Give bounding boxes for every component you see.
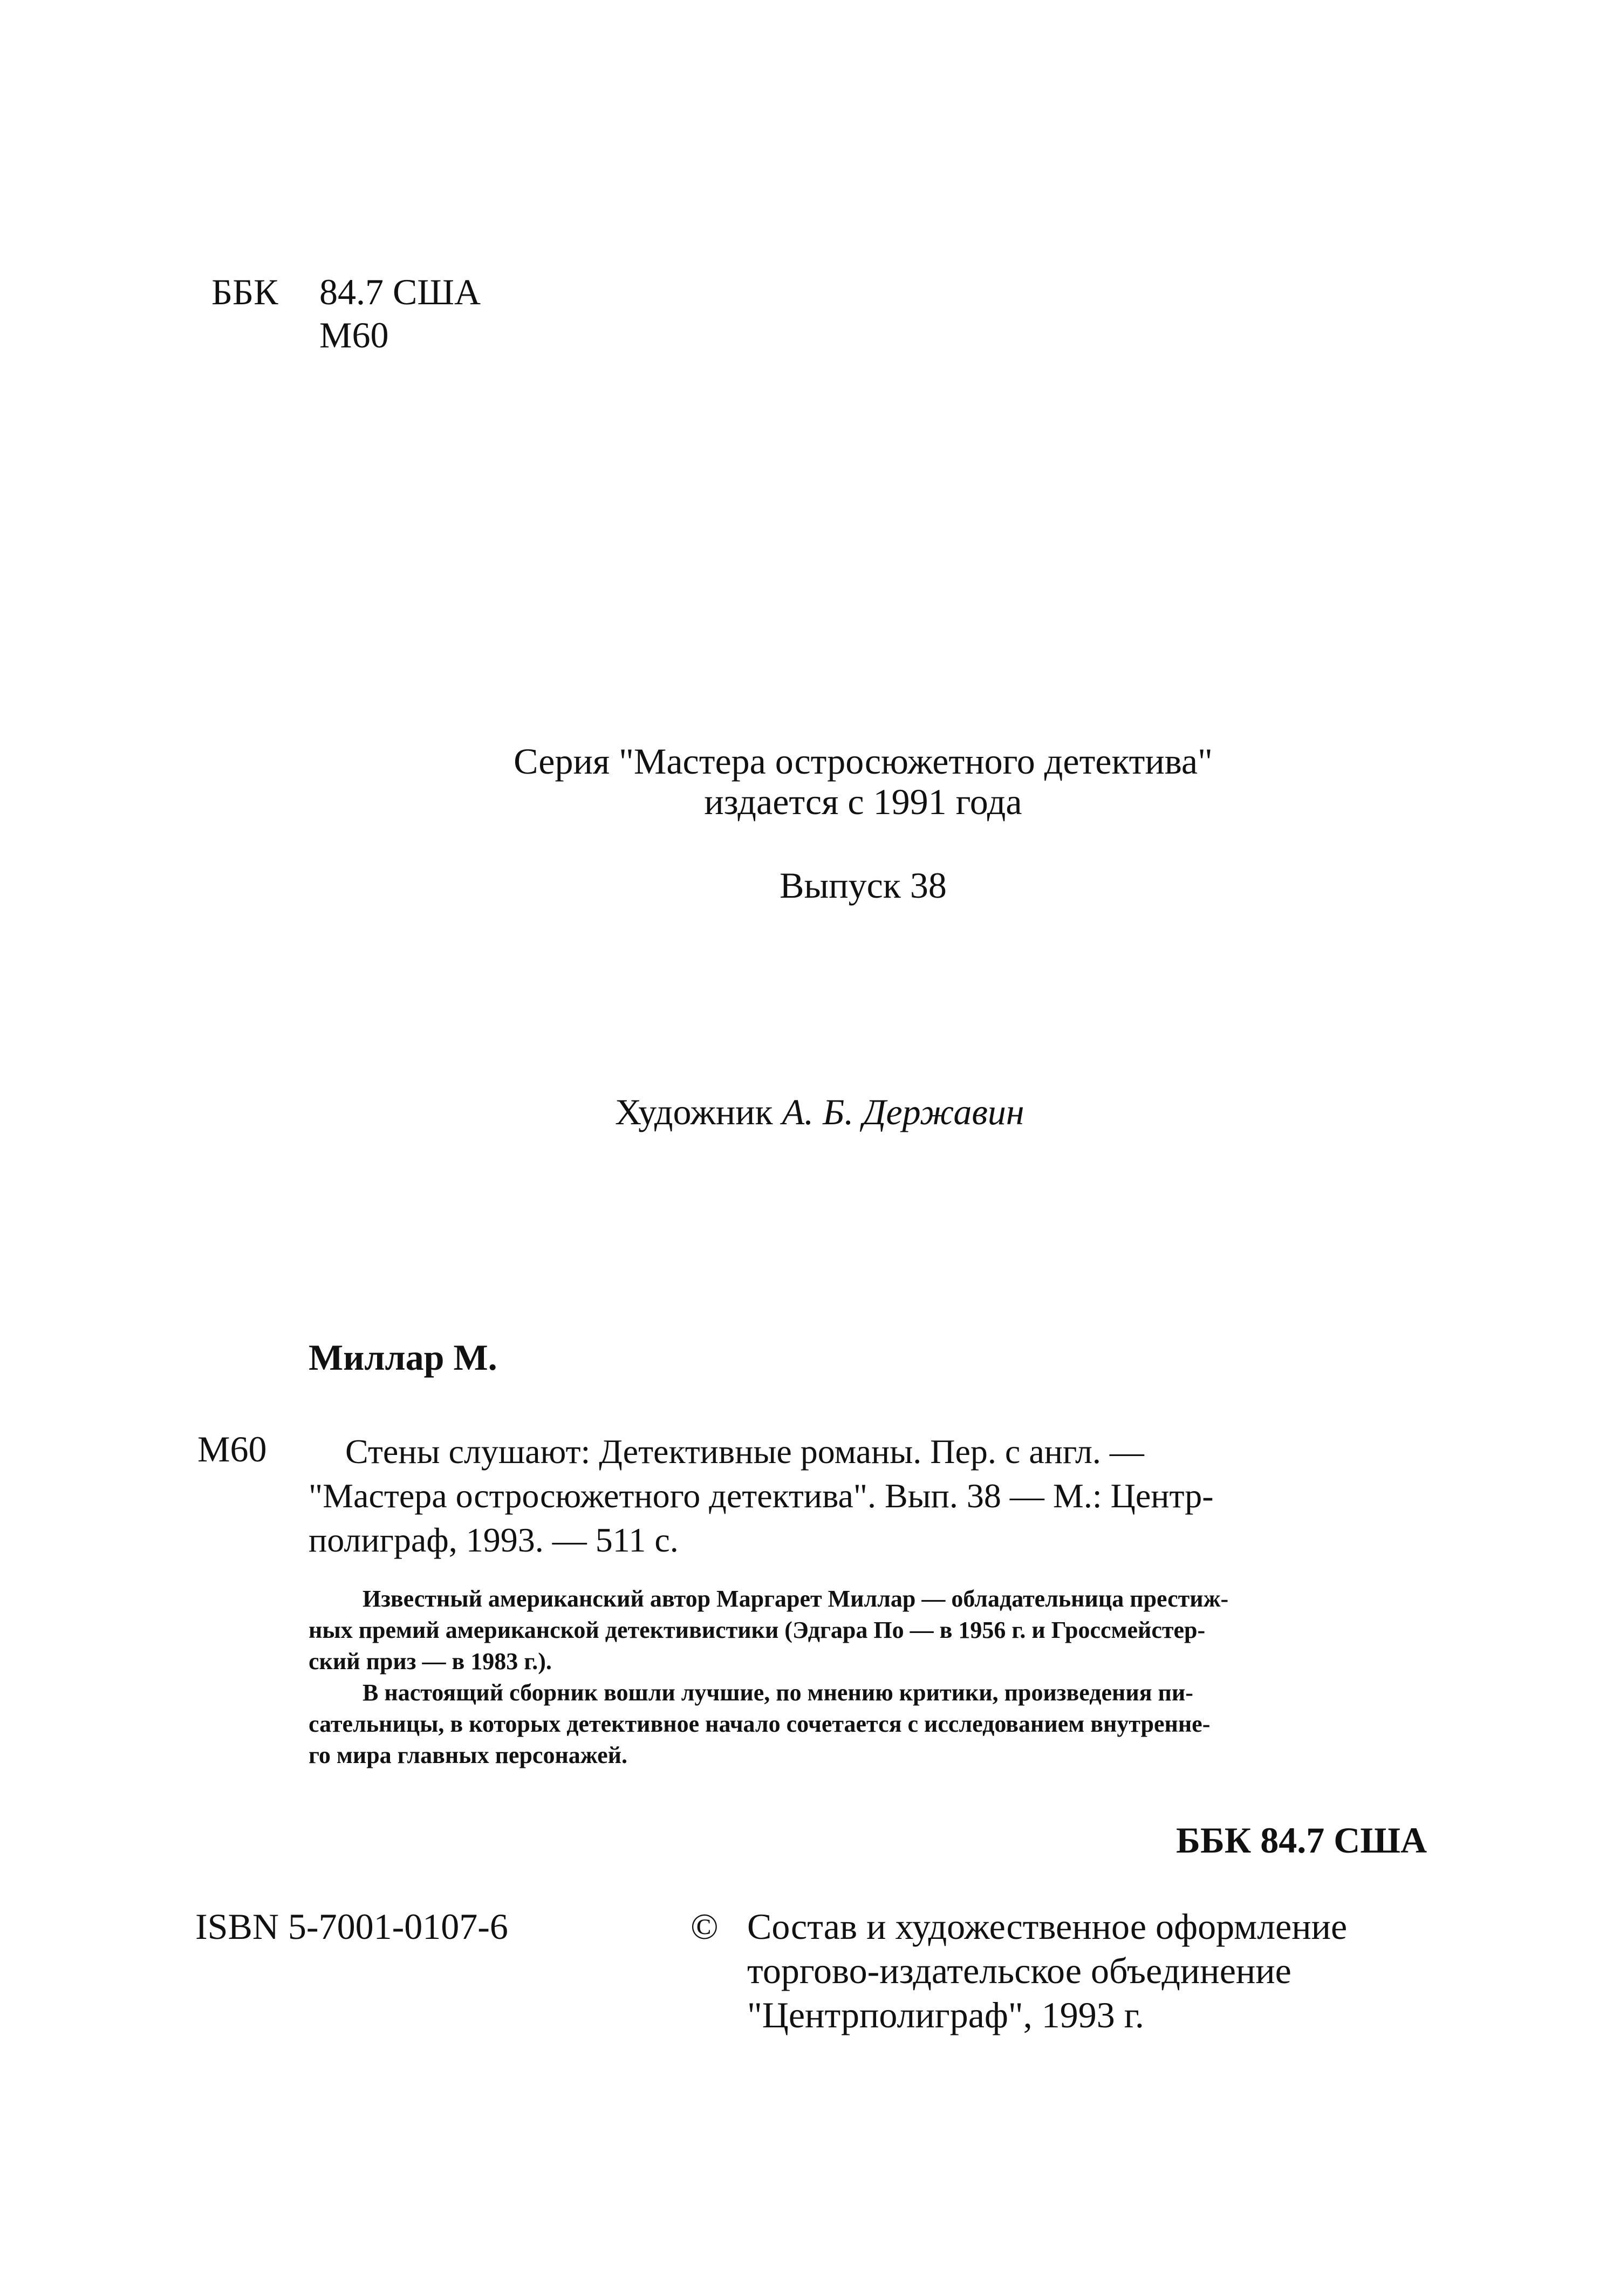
- annotation-line: го мира главных персонажей.: [309, 1742, 628, 1768]
- copyright-line: торгово-издательское объединение: [747, 1950, 1291, 1991]
- artist-name: А. Б. Державин: [782, 1091, 1024, 1132]
- copyright-line: Состав и художественное оформление: [747, 1906, 1348, 1947]
- catalog-line: полиграф, 1993. — 511 с.: [309, 1521, 679, 1559]
- artist-label: Художник: [615, 1091, 773, 1132]
- catalog-line: Стены слушают: Детективные романы. Пер. с англ. —: [345, 1432, 1144, 1471]
- catalog-line: "Мастера остросюжетного детектива". Вып. 38 — М.: Центр-: [309, 1477, 1214, 1515]
- author-heading: Миллар М.: [309, 1337, 497, 1378]
- bbk-label: ББК: [211, 271, 278, 312]
- catalog-description: [309, 1430, 1431, 1562]
- copyright-block: [747, 1904, 1347, 2037]
- series-issue: Выпуск 38: [780, 865, 947, 906]
- copyright-symbol: ©: [691, 1906, 719, 1947]
- annotation: [309, 1583, 1431, 1771]
- author-mark: М60: [319, 315, 389, 356]
- annotation-line: ский приз — в 1983 г.).: [309, 1648, 552, 1675]
- bbk-bottom: ББК 84.7 США: [1176, 1820, 1427, 1861]
- series-since: издается с 1991 года: [704, 781, 1022, 822]
- copyright-line: "Центрполиграф", 1993 г.: [747, 1994, 1144, 2035]
- annotation-line: ных премий американской детективистики (Эдгара По — в 1956 г. и Гроссмейстер-: [309, 1617, 1206, 1643]
- annotation-line: В настоящий сборник вошли лучшие, по мнению критики, произведения пи-: [363, 1679, 1193, 1706]
- annotation-line: Известный американский автор Маргарет Миллар — обладательница престиж-: [363, 1586, 1229, 1612]
- isbn: ISBN 5-7001-0107-6: [195, 1906, 508, 1947]
- catalog-mark: М60: [197, 1429, 267, 1470]
- artist-credit: [615, 1090, 1024, 1134]
- annotation-line: сательницы, в которых детективное начало сочетается с исследованием внутренне-: [309, 1711, 1211, 1737]
- bbk-code: 84.7 США: [319, 271, 481, 312]
- series-title: Серия "Мастера остросюжетного детектива": [514, 741, 1213, 782]
